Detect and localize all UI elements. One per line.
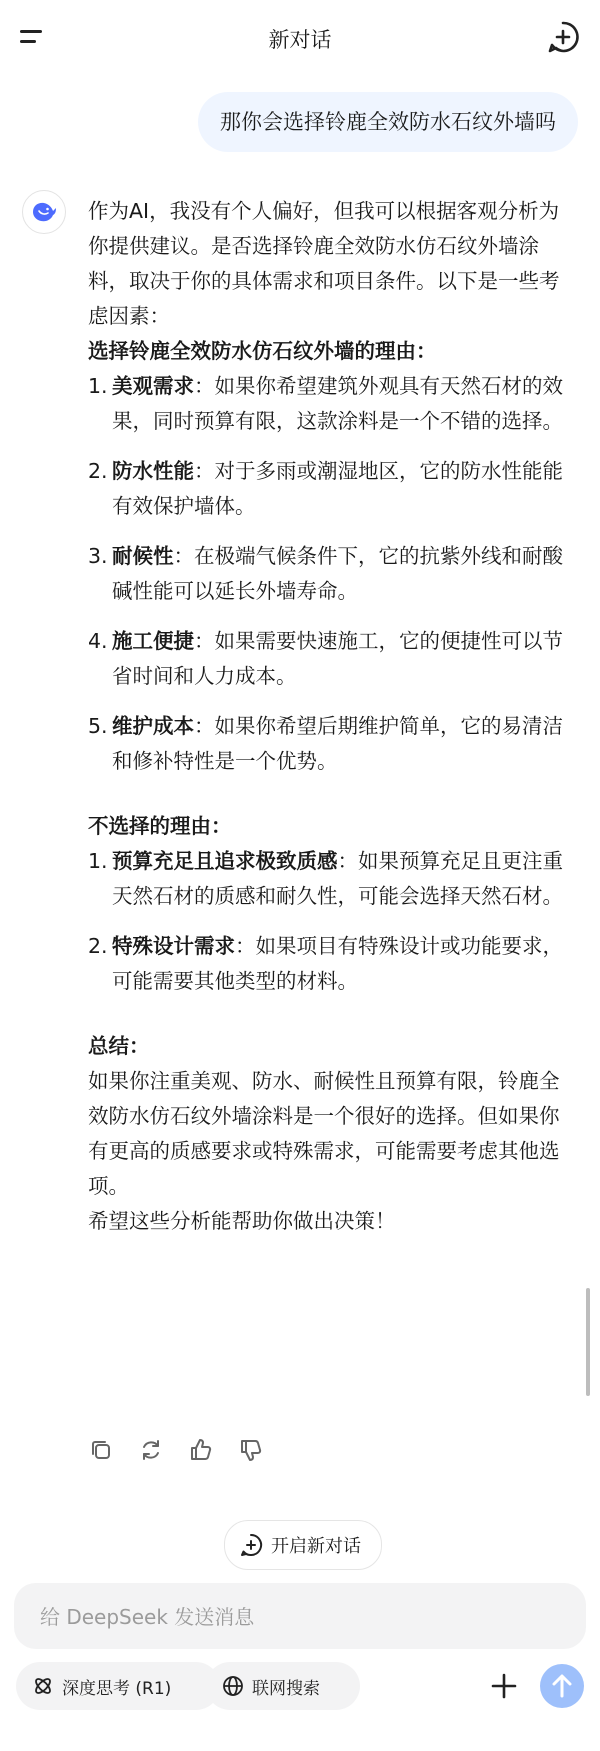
message-actions bbox=[88, 1437, 264, 1465]
top-bar bbox=[0, 0, 600, 80]
new-topic-button[interactable] bbox=[224, 1520, 382, 1570]
list-item: 2. 特殊设计需求：如果项目有特殊设计或功能要求，可能需要其他类型的材料。 bbox=[88, 934, 563, 993]
whale-logo-icon bbox=[30, 199, 58, 225]
new-topic-label: 开启新对话 bbox=[271, 1536, 361, 1557]
web-search-toggle[interactable] bbox=[206, 1662, 360, 1710]
message-composer bbox=[14, 1583, 586, 1649]
list-item: 5. 维护成本：如果你希望后期维护简单，它的易清洁和修补特性是一个优势。 bbox=[88, 714, 563, 773]
page-title: 新对话 bbox=[268, 28, 332, 52]
reasons-list bbox=[88, 369, 566, 779]
reasons-heading: 选择铃鹿全效防水仿石纹外墙的理由： bbox=[88, 339, 437, 363]
list-item: 1. 预算充足且追求极致质感：如果预算充足且更注重天然石材的质感和耐久性，可能会选择天然石材。 bbox=[88, 849, 563, 908]
list-item: 1. 美观需求：如果你希望建筑外观具有天然石材的效果，同时预算有限，这款涂料是一个不错的选择。 bbox=[88, 374, 563, 433]
deep-think-label: 深度思考 (R1) bbox=[62, 1678, 172, 1699]
answer-intro: 作为AI，我没有个人偏好，但我可以根据客观分析为你提供建议。是否选择铃鹿全效防水仿石纹外墙涂料，取决于你的具体需求和项目条件。以下是一些考虑因素： bbox=[88, 199, 560, 328]
web-search-label: 联网搜索 bbox=[252, 1678, 320, 1699]
ai-answer bbox=[88, 194, 566, 1239]
copy-icon[interactable] bbox=[88, 1437, 114, 1463]
summary-text: 如果你注重美观、防水、耐候性且预算有限，铃鹿全效防水仿石纹外墙涂料是一个很好的选择。但如果你有更高的质感要求或特殊需求，可能需要考虑其他选项。 bbox=[88, 1069, 560, 1198]
summary-heading: 总结： bbox=[88, 1034, 150, 1058]
deep-think-toggle[interactable] bbox=[16, 1662, 220, 1710]
thumbs-up-icon[interactable] bbox=[188, 1437, 214, 1463]
send-button[interactable] bbox=[540, 1664, 584, 1708]
scrollbar[interactable] bbox=[586, 1288, 590, 1396]
list-item: 2. 防水性能：对于多雨或潮湿地区，它的防水性能能有效保护墙体。 bbox=[88, 459, 563, 518]
not-reasons-heading: 不选择的理由： bbox=[88, 814, 232, 838]
globe-icon bbox=[222, 1675, 244, 1697]
new-chat-icon[interactable] bbox=[546, 20, 580, 54]
user-message-bubble: 那你会选择铃鹿全效防水石纹外墙吗 bbox=[198, 92, 578, 152]
deepseek-avatar bbox=[22, 190, 66, 234]
closing-text: 希望这些分析能帮助你做出决策！ bbox=[88, 1209, 396, 1233]
plus-icon[interactable] bbox=[488, 1670, 520, 1702]
message-input[interactable] bbox=[38, 1583, 562, 1651]
new-chat-icon bbox=[239, 1533, 263, 1557]
list-item: 3. 耐候性：在极端气候条件下，它的抗紫外线和耐酸碱性能可以延长外墙寿命。 bbox=[88, 544, 563, 603]
atom-icon bbox=[32, 1675, 54, 1697]
regenerate-icon[interactable] bbox=[138, 1437, 164, 1463]
not-reasons-list bbox=[88, 844, 566, 999]
thumbs-down-icon[interactable] bbox=[238, 1437, 264, 1463]
arrow-up-icon bbox=[540, 1664, 584, 1708]
list-item: 4. 施工便捷：如果需要快速施工，它的便捷性可以节省时间和人力成本。 bbox=[88, 629, 563, 688]
